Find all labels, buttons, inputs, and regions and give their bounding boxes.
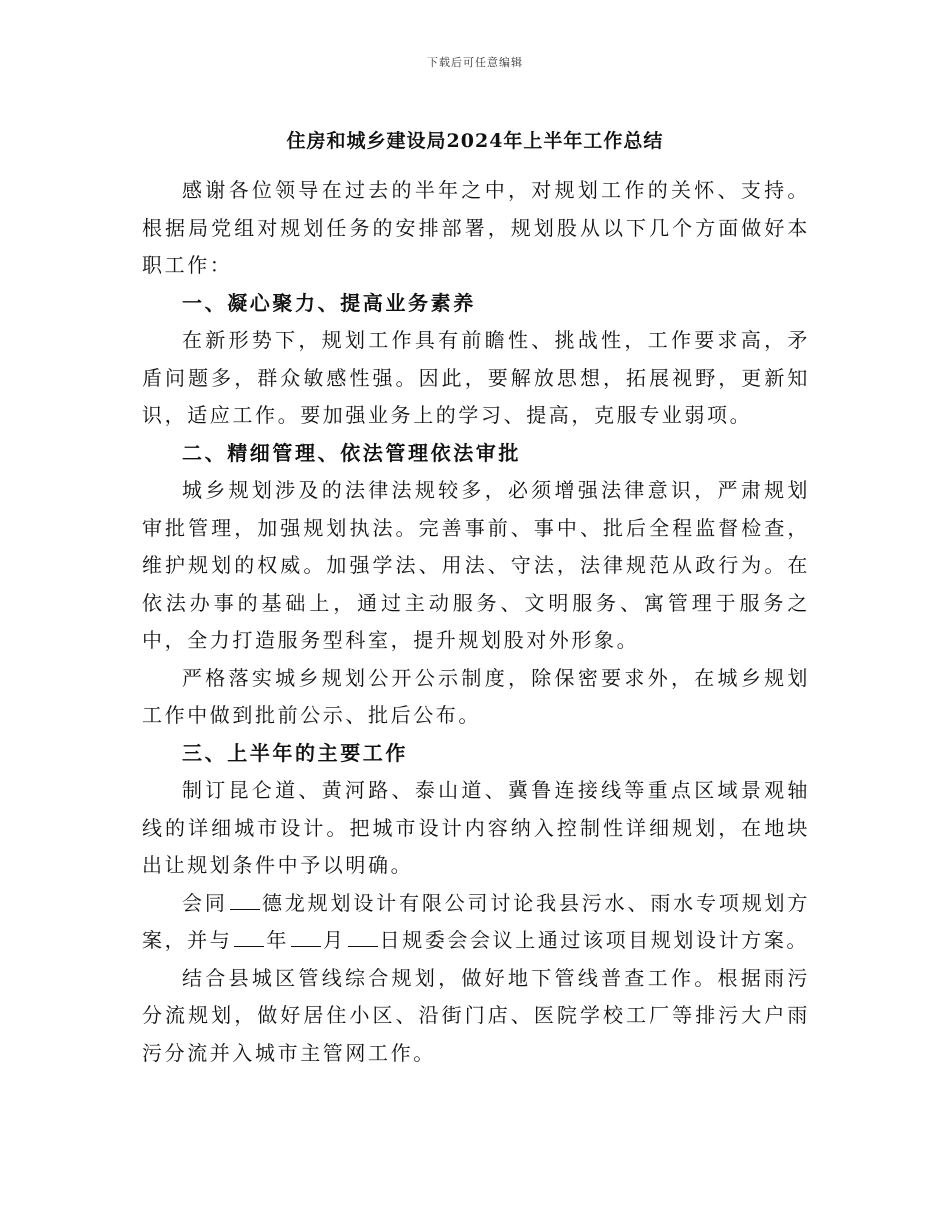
- document-title: 住房和城乡建设局2024年上半年工作总结: [286, 130, 664, 152]
- intro-paragraph: 感谢各位领导在过去的半年之中，对规划工作的关怀、支持。根据局党组对规划任务的安排部署，规划股从以下几个方面做好本职工作：: [142, 178, 810, 277]
- section-3-paragraph-2: [142, 885, 810, 960]
- para-text: 年: [266, 928, 290, 952]
- section-2-heading: 二、精细管理、依法管理依法审批: [182, 440, 521, 465]
- blank-underline: [230, 889, 260, 910]
- blank-underline: [348, 926, 378, 947]
- para-text: 德龙规划设计有限公司讨论我县污水、雨水专项规划方案，并与: [142, 890, 811, 952]
- section-2-paragraph-1: 城乡规划涉及的法律法规较多，必须增强法律意识，严肃规划审批管理，加强规划执法。完善事前、事中、批后全程监督检查，维护规划的权威。加强学法、用法、守法，法律规范从政行为。在依法办事的基础上，通过主动服务、文明服务、寓管理于服务之中，全力打造服务型科室，提升规划股对外形象。: [142, 478, 810, 652]
- section-2-paragraph-2: 严格落实城乡规划公开公示制度，除保密要求外，在城乡规划工作中做到批前公示、批后公布。: [142, 665, 810, 727]
- section-3-paragraph-1: 制订昆仑道、黄河路、泰山道、冀鲁连接线等重点区域景观轴线的详细城市设计。把城市设计内容纳入控制性详细规划，在地块出让规划条件中予以明确。: [142, 778, 810, 877]
- section-3-heading: 三、上半年的主要工作: [182, 740, 408, 765]
- section-1-heading: 一、凝心聚力、提高业务素养: [182, 290, 476, 315]
- page-header-note: 下载后可任意编辑: [427, 56, 523, 69]
- section-1-paragraph-1: 在新形势下，规划工作具有前瞻性、挑战性，工作要求高，矛盾问题多，群众敏感性强。因此，要解放思想，拓展视野，更新知识，适应工作。要加强业务上的学习、提高，克服专业弱项。: [142, 328, 810, 427]
- blank-underline: [234, 926, 264, 947]
- para-text: 日规委会会议上通过该项目规划设计方案。: [379, 928, 810, 952]
- section-3-paragraph-3: 结合县城区管线综合规划，做好地下管线普查工作。根据雨污分流规划，做好居住小区、沿街门店、医院学校工厂等排污大户雨污分流并入城市主管网工作。: [142, 965, 810, 1065]
- para-text: 会同: [182, 890, 228, 915]
- para-text: 月: [323, 928, 346, 952]
- blank-underline: [291, 926, 321, 947]
- document-body: [142, 172, 810, 1072]
